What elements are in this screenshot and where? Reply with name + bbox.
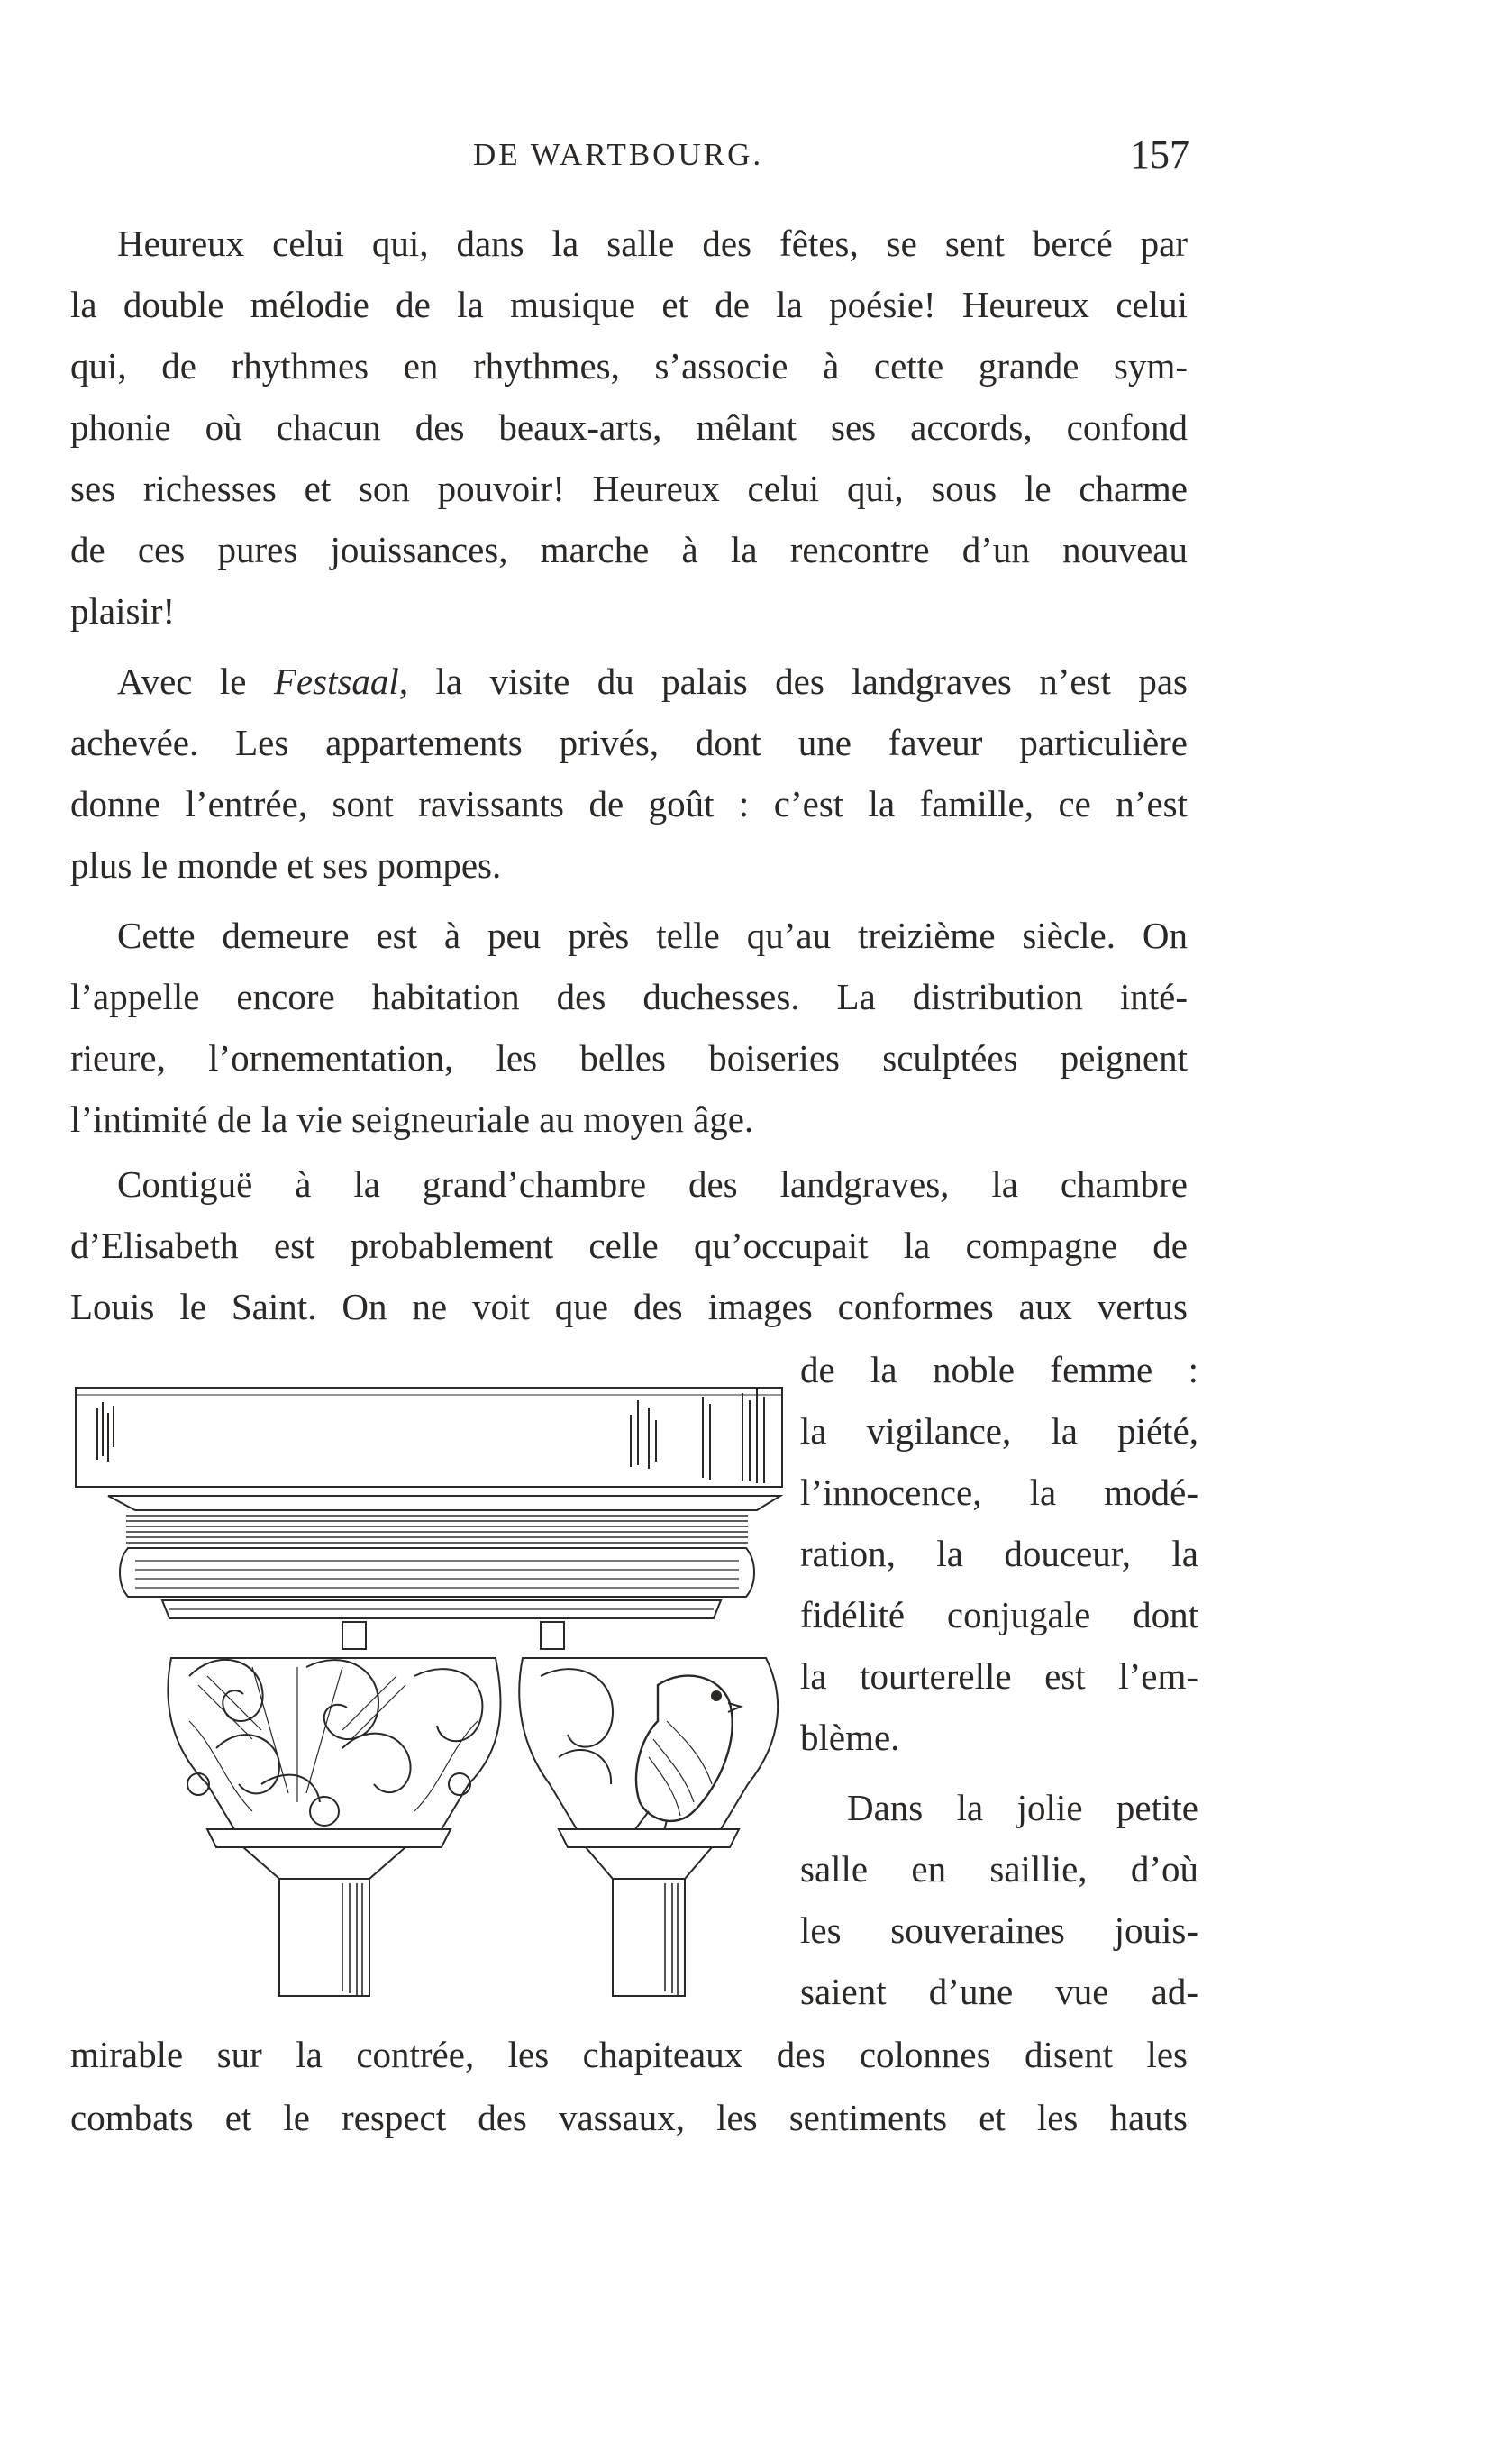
text-line	[70, 654, 1188, 708]
capital-engraving	[72, 1361, 784, 2009]
text-line: phonie où chacun des beaux-arts, mêlant ses accords, confond	[70, 406, 1188, 448]
text-line: plus le monde et ses pompes.	[70, 844, 502, 886]
text-line: Cette demeure est à peu près telle qu’au treizième siècle. On	[117, 915, 1188, 956]
text-line: mirable sur la contrée, les chapiteaux des colonnes disent les	[70, 2034, 1188, 2075]
text-line: Dans la jolie petite	[847, 1787, 1198, 1828]
text-line: ses richesses et son pouvoir! Heureux celui qui, sous le charme	[70, 468, 1188, 509]
text-line: qui, de rhythmes en rhythmes, s’associe à cette grande sym-	[70, 345, 1188, 387]
text-line: achevée. Les appartements privés, dont une faveur particulière	[70, 722, 1188, 763]
text-line: donne l’entrée, sont ravissants de goût : c’est la famille, ce n’est	[70, 783, 1188, 825]
text-line: Heureux celui qui, dans la salle des fêtes, se sent bercé par	[117, 223, 1188, 264]
text-line: salle en saillie, d’où	[800, 1848, 1198, 1890]
italic-term: Festsaal	[273, 661, 399, 702]
running-title: DE WARTBOURG.	[473, 137, 764, 172]
text-run: , la visite du palais des landgraves n’est pas	[398, 661, 1188, 702]
text-line: de ces pures jouissances, marche à la rencontre d’un nouveau	[70, 529, 1188, 570]
text-run: Avec le	[117, 661, 274, 702]
text-line: ration, la douceur, la	[800, 1533, 1198, 1574]
text-line: plaisir!	[70, 590, 176, 632]
text-line: la double mélodie de la musique et de la poésie! Heureux celui	[70, 284, 1188, 325]
text-line: l’intimité de la vie seigneuriale au moyen âge.	[70, 1098, 754, 1140]
text-line: saient d’une vue ad-	[800, 1971, 1198, 2012]
text-line: l’appelle encore habitation des duchesses. La distribution inté-	[70, 976, 1188, 1017]
text-line: fidélité conjugale dont	[800, 1594, 1198, 1635]
text-line: la vigilance, la piété,	[800, 1410, 1198, 1452]
text-line: Contiguë à la grand’chambre des landgraves, la chambre	[117, 1163, 1188, 1205]
text-line: Louis le Saint. On ne voit que des images conformes aux vertus	[70, 1286, 1188, 1327]
text-line: l’innocence, la modé-	[800, 1471, 1198, 1513]
text-line: blème.	[800, 1717, 900, 1758]
text-line: de la noble femme :	[800, 1349, 1198, 1390]
text-line: les souveraines jouis-	[800, 1909, 1198, 1951]
text-line: combats et le respect des vassaux, les sentiments et les hauts	[70, 2097, 1188, 2138]
text-line: rieure, l’ornementation, les belles boiseries sculptées peignent	[70, 1037, 1188, 1079]
running-head	[72, 132, 1189, 182]
page-number: 157	[1130, 132, 1189, 177]
text-line: d’Elisabeth est probablement celle qu’occupait la compagne de	[70, 1225, 1188, 1266]
text-line: la tourterelle est l’em-	[800, 1655, 1198, 1697]
